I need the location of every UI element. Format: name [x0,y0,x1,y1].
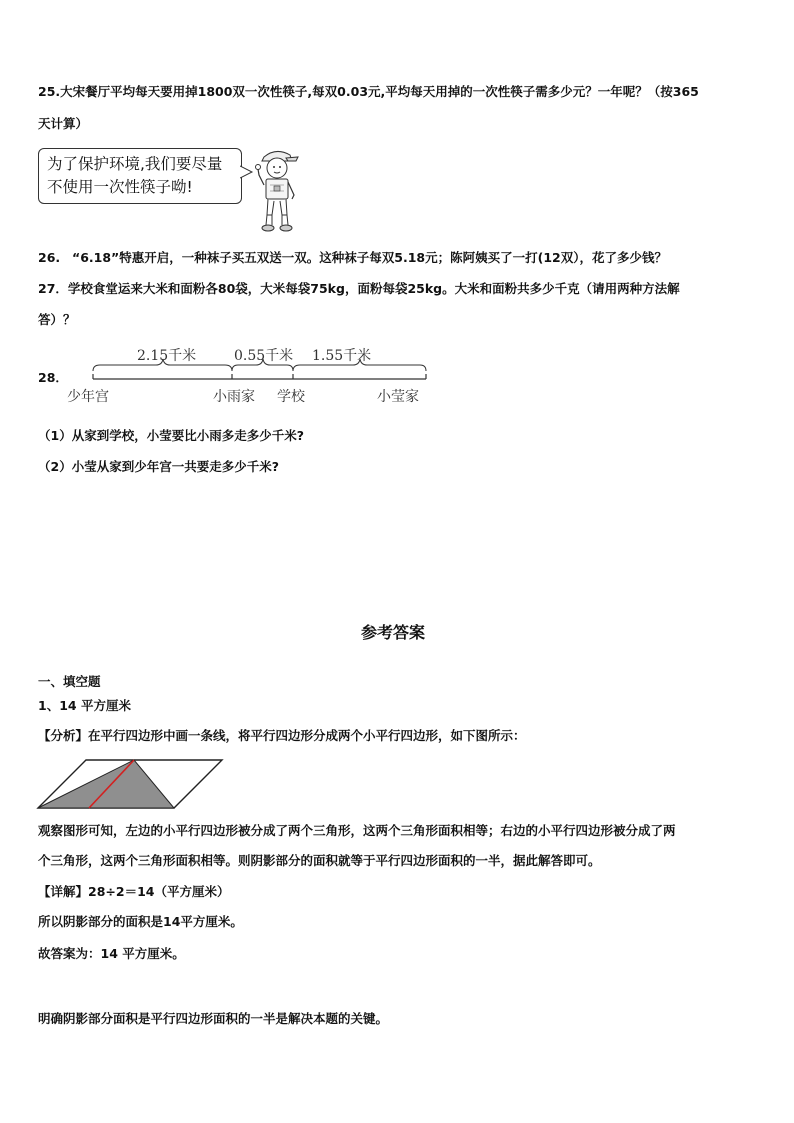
detail-paragraph [38,883,229,901]
q27-text-line1: 27．学校食堂运来大米和面粉各80袋，大米每袋75kg，面粉每袋25kg。大米和面粉共多少千克（请用两种方法解 [38,281,680,296]
key-text: 明确阴影部分面积是平行四边形面积的一半是解决本题的关键。 [38,1011,389,1026]
place-xiaoying-home: 小莹家 [377,389,419,405]
q28-number: 28． [38,370,68,385]
observation-line1: 观察图形可知，左边的小平行四边形被分成了两个三角形，这两个三角形面积相等；右边的小平行四边形被分成了两 [38,823,676,838]
q27-text-line2: 答）？ [38,312,76,327]
q28-sub1: （1）从家到学校，小莹要比小雨多走多少千米? [38,428,304,443]
answer-text: 故答案为：14 平方厘米。 [38,946,185,961]
answer-1: 1、14 平方厘米 [38,698,131,713]
analysis-paragraph [38,727,526,745]
speech-bubble [38,148,242,204]
place-school: 学校 [277,389,305,405]
segment-label-3: 1.55千米 [312,348,372,364]
q28-sub2: （2）小莹从家到少年宫一共要走多少千米? [38,459,279,474]
so-text: 所以阴影部分的面积是14平方厘米。 [38,914,243,929]
bubble-line1: 为了保护环境,我们要尽量 [47,155,223,173]
detail-label: 【详解】 [38,884,89,899]
place-youth-palace: 少年宫 [67,389,109,405]
analysis-text: 在平行四边形中画一条线，将平行四边形分成两个小平行四边形，如下图所示： [88,728,526,743]
section-heading: 一、填空题 [38,674,101,689]
observation-line2: 个三角形，这两个三角形面积相等。则阴影部分的面积就等于平行四边形面积的一半，据此解答即可。 [38,853,601,868]
boy-illustration [252,145,302,233]
segment-label-1: 2.15千米 [137,348,197,364]
q26-number: 26. [38,250,61,265]
bubble-line2: 不使用一次性筷子呦! [47,178,193,196]
q25-text-line2: 天计算） [38,116,89,131]
q26-text: “6.18”特惠开启，一种袜子买五双送一双。这种袜子每双5.18元；陈阿姨买了一打(12双），花了多少钱？ [72,250,667,265]
detail-text: 28÷2＝14（平方厘米） [88,884,230,899]
place-xiaoyu-home: 小雨家 [213,389,255,405]
segment-label-2: 0.55千米 [234,348,294,364]
q25-text-line1: 25.大宋餐厅平均每天要用掉1800双一次性筷子,每双0.03元,平均每天用掉的一次性筷子需多少元？一年呢？（按365 [38,84,699,99]
parallelogram-figure [36,758,226,810]
answers-title: 参考答案 [361,623,426,642]
analysis-label: 【分析】 [38,728,89,743]
